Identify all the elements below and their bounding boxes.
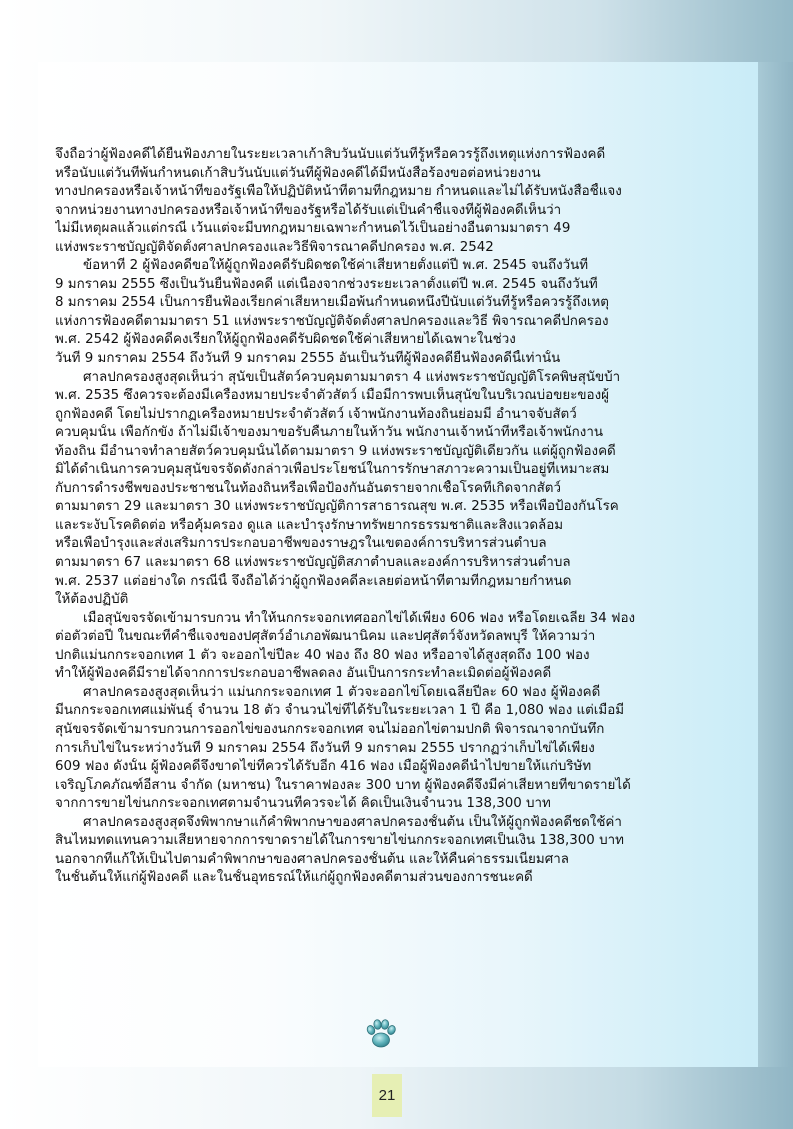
- text-line: สินไหมทดแทนความเสียหายจากการขาดรายได้ในการขายไข่นกกระจอกเทศเป็นเงิน 138,300 บาท: [55, 833, 624, 849]
- text-line: แห่งพระราชบัญญัติจัดตั้งศาลปกครองและวิธีพิจารณาคดีปกครอง พ.ศ. 2542: [55, 239, 494, 255]
- text-line: เจริญโภคภัณฑ์อีสาน จำกัด (มหาชน) ในราคาฟองละ 300 บาท ผู้ฟ้องคดีจึงมีค่าเสียหายที่ขาดรายได้: [55, 777, 631, 793]
- text-line: มิได้ดำเนินการควบคุมสุนัขจรจัดดังกล่าวเพื่อประโยชน์ในการรักษาสภาวะความเป็นอยู่ที่เหมาะสม: [55, 462, 610, 478]
- paw-print-icon: [364, 1017, 398, 1051]
- text-line: วันที่ 9 มกราคม 2554 ถึงวันที่ 9 มกราคม 2555 อันเป็นวันที่ผู้ฟ้องคดียื่นฟ้องคดีนี้เท่านั้น: [55, 351, 561, 367]
- text-line: ไม่มีเหตุผลแล้วแต่กรณี เว้นแต่จะมีบทกฎหมายเฉพาะกำหนดไว้เป็นอย่างอื่นตามมาตรา 49: [55, 221, 571, 237]
- text-line: แห่งการฟ้องคดีตามมาตรา 51 แห่งพระราชบัญญัติจัดตั้งศาลปกครองและวิธี พิจารณาคดีปกครอง: [55, 313, 609, 329]
- text-line: จากหน่วยงานทางปกครองหรือเจ้าหน้าที่ของรัฐหรือได้รับแต่เป็นคำชี้แจงที่ผู้ฟ้องคดีเห็นว่า: [55, 202, 562, 218]
- page-number-box: [372, 1074, 402, 1117]
- text-line: ศาลปกครองสูงสุดเห็นว่า สุนัขเป็นสัตว์ควบคุมตามมาตรา 4 แห่งพระราชบัญญัติโรคพิษสุนัขบ้า: [83, 369, 621, 385]
- text-line: ในชั้นต้นให้แก่ผู้ฟ้องคดี และในชั้นอุทธรณ์ให้แก่ผู้ถูกฟ้องคดีตามส่วนของการชนะคดี: [55, 870, 533, 886]
- text-line: จึงถือว่าผู้ฟ้องคดีได้ยื่นฟ้องภายในระยะเวลาเก้าสิบวันนับแต่วันที่รู้หรือควรรู้ถึงเหตุแห่งการฟ้องคดี: [55, 147, 606, 162]
- text-line: หรือนับแต่วันที่พ้นกำหนดเก้าสิบวันนับแต่วันที่ผู้ฟ้องคดีได้มีหนังสือร้องขอต่อหน่วยงาน: [55, 165, 541, 181]
- text-line: ให้ต้องปฏิบัติ: [55, 592, 129, 608]
- text-line: ถูกฟ้องคดี โดยไม่ปรากฏเครื่องหมายประจำตัวสัตว์ เจ้าพนักงานท้องถิ่นย่อมมี อำนาจจับสัตว์: [55, 406, 577, 422]
- text-line: นอกจากที่แก้ให้เป็นไปตามคำพิพากษาของศาลปกครองชั้นต้น และให้คืนค่าธรรมเนียมศาล: [55, 851, 569, 867]
- text-line: เมื่อสุนัขจรจัดเข้ามารบกวน ทำให้นกกระจอกเทศออกไข่ได้เพียง 606 ฟอง หรือโดยเฉลี่ย 34 ฟอง: [83, 610, 636, 626]
- text-line: พ.ศ. 2542 ผู้ฟ้องคดีคงเรียกให้ผู้ถูกฟ้องคดีรับผิดชดใช้ค่าเสียหายได้เฉพาะในช่วง: [55, 332, 516, 348]
- text-line: กับการดำรงชีพของประชาชนในท้องถิ่นหรือเพื่อป้องกันอันตรายจากเชื้อโรคที่เกิดจากสัตว์: [55, 480, 562, 496]
- text-line: 8 มกราคม 2554 เป็นการยื่นฟ้องเรียกค่าเสียหายเมื่อพ้นกำหนดหนึ่งปีนับแต่วันที่รู้หรือควรรู้ถึงเหตุ: [55, 295, 609, 311]
- text-line: หรือเพื่อบำรุงและส่งเสริมการประกอบอาชีพของราษฎรในเขตองค์การบริหารส่วนตำบล: [55, 536, 547, 552]
- text-line: 9 มกราคม 2555 ซึ่งเป็นวันยื่นฟ้องคดี แต่เนื่องจากช่วงระยะเวลาตั้งแต่ปี พ.ศ. 2545 จนถึงวันที่: [55, 276, 598, 292]
- text-line: ตามมาตรา 67 และมาตรา 68 แห่งพระราชบัญญัติสภาตำบลและองค์การบริหารส่วนตำบล: [55, 555, 571, 571]
- text-line: มีนกกระจอกเทศแม่พันธุ์ จำนวน 18 ตัว จำนวนไข่ที่ได้รับในระยะเวลา 1 ปี คือ 1,080 ฟอง แต่เมื่อมี: [55, 703, 625, 719]
- text-line: การเก็บไข่ในระหว่างวันที่ 9 มกราคม 2554 ถึงวันที่ 9 มกราคม 2555 ปรากฏว่าเก็บไข่ได้เพียง: [55, 740, 595, 756]
- text-line: ท้องถิ่น มีอำนาจทำลายสัตว์ควบคุมนั้นได้ตามมาตรา 9 แห่งพระราชบัญญัติเดียวกัน แต่ผู้ถูกฟ้องคดี: [55, 443, 616, 459]
- text-line: ศาลปกครองสูงสุดจึงพิพากษาแก้คำพิพากษาของศาลปกครองชั้นต้น เป็นให้ผู้ถูกฟ้องคดีชดใช้ค่า: [83, 814, 622, 830]
- text-line: พ.ศ. 2537 แต่อย่างใด กรณีนี้ จึงถือได้ว่าผู้ถูกฟ้องคดีละเลยต่อหน้าที่ตามที่กฎหมายกำหนด: [55, 573, 572, 589]
- body-text: [55, 146, 743, 888]
- text-line: ควบคุมนั้น เพื่อกักขัง ถ้าไม่มีเจ้าของมาขอรับคืนภายในห้าวัน พนักงานเจ้าหน้าที่หรือเจ้าพนักงาน: [55, 425, 604, 441]
- text-line: ต่อตัวต่อปี ในขณะที่คำชี้แจงของปศุสัตว์อำเภอพัฒนานิคม และปศุสัตว์จังหวัดลพบุรี ให้ความว่า: [55, 629, 596, 645]
- text-line: ศาลปกครองสูงสุดเห็นว่า แม่นกกระจอกเทศ 1 ตัวจะออกไข่โดยเฉลี่ยปีละ 60 ฟอง ผู้ฟ้องคดี: [83, 684, 601, 700]
- text-line: พ.ศ. 2535 ซึ่งควรจะต้องมีเครื่องหมายประจำตัวสัตว์ เมื่อมีการพบเห็นสุนัขในบริเวณบ่อขยะของผู้: [55, 388, 609, 404]
- text-line: ทำให้ผู้ฟ้องคดีมีรายได้จากการประกอบอาชีพลดลง อันเป็นการกระทำละเมิดต่อผู้ฟ้องคดี: [55, 666, 552, 682]
- text-line: ปกติแม่นกกระจอกเทศ 1 ตัว จะออกไข่ปีละ 40 ฟอง ถึง 80 ฟอง หรืออาจได้สูงสุดถึง 100 ฟอง: [55, 647, 590, 663]
- page-top-band: [0, 0, 793, 62]
- text-line: และระงับโรคติดต่อ หรือคุ้มครอง ดูแล และบำรุงรักษาทรัพยากรธรรมชาติและสิ่งแวดล้อม: [55, 517, 564, 533]
- page-number: 21: [378, 1087, 396, 1104]
- right-decorative-strip: [758, 62, 793, 1067]
- text-line: ตามมาตรา 29 และมาตรา 30 แห่งพระราชบัญญัติการสาธารณสุข พ.ศ. 2535 หรือเพื่อป้องกันโรค: [55, 499, 619, 515]
- text-line: ข้อหาที่ 2 ผู้ฟ้องคดีขอให้ผู้ถูกฟ้องคดีรับผิดชดใช้ค่าเสียหายตั้งแต่ปี พ.ศ. 2545 จนถึงวันที่: [83, 258, 589, 274]
- text-line: 609 ฟอง ดังนั้น ผู้ฟ้องคดีจึงขาดไข่ที่ควรได้รับอีก 416 ฟอง เมื่อผู้ฟ้องคดีนำไปขายให้แก่บริษัท: [55, 759, 592, 775]
- text-line: จากการขายไข่นกกระจอกเทศตามจำนวนที่ควรจะได้ คิดเป็นเงินจำนวน 138,300 บาท: [55, 796, 551, 812]
- text-line: ทางปกครองหรือเจ้าหน้าที่ของรัฐเพื่อให้ปฏิบัติหน้าที่ตามที่กฎหมาย กำหนดและไม่ได้รับหนังสือชี้แจง: [55, 184, 622, 200]
- text-line: สุนัขจรจัดเข้ามารบกวนการออกไข่ของนกกระจอกเทศ จนไม่ออกไข่ตามปกติ พิจารณาจากบันทึก: [55, 721, 605, 737]
